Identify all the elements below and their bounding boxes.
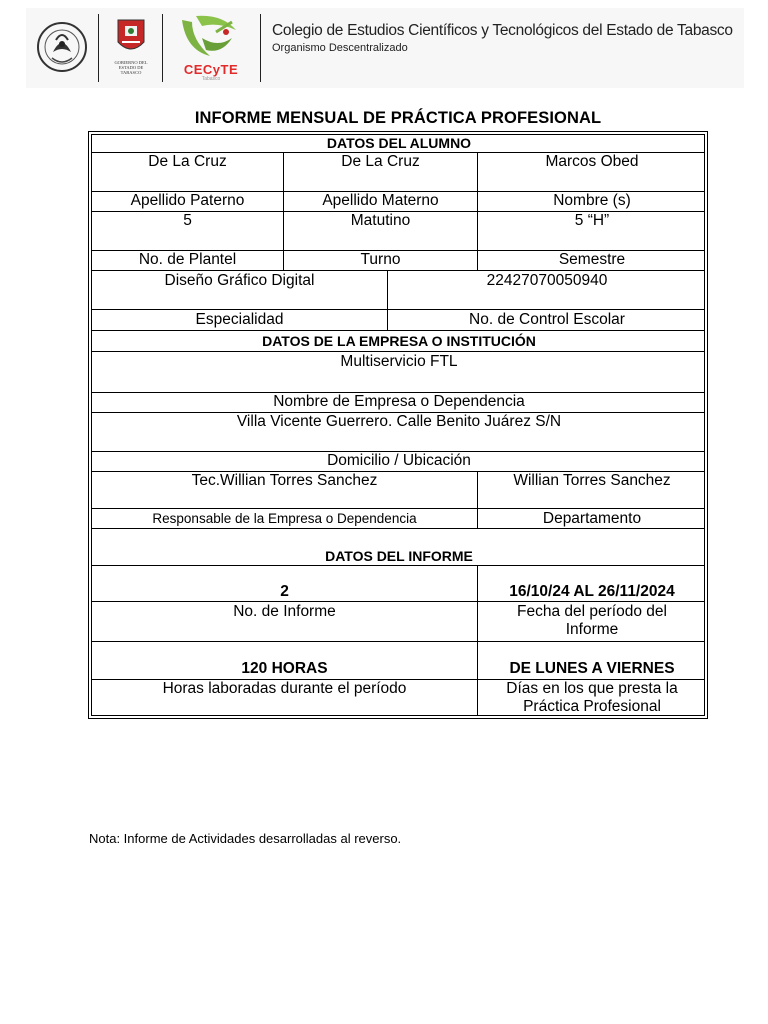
report-form [88, 131, 708, 719]
report-section-title: DATOS DEL INFORME [325, 548, 473, 564]
plantel-value: 5 [183, 212, 192, 229]
semestre-label: Semestre [558, 251, 626, 268]
cecyte-logo [172, 10, 248, 86]
tabasco-logo-caption: GOBIERNO DEL ESTADO DE TABASCO [114, 60, 148, 75]
nombre-value: Marcos Obed [545, 153, 639, 170]
especialidad-value: Diseño Gráfico Digital [164, 272, 315, 289]
periodo-value: 16/10/24 AL 26/11/2024 [509, 583, 675, 600]
divider [162, 14, 163, 82]
horas-value: 120 HORAS [241, 660, 328, 677]
letterhead [26, 8, 744, 88]
divider [98, 14, 99, 82]
domicilio-value: Villa Vicente Guerrero. Calle Benito Juárez S/N [236, 413, 562, 430]
institution-name: Colegio de Estudios Científicos y Tecnológicos del Estado de Tabasco [272, 22, 733, 39]
especialidad-label: Especialidad [195, 311, 284, 328]
document-title: INFORME MENSUAL DE PRÁCTICA PROFESIONAL [194, 109, 602, 127]
control-value: 22427070050940 [486, 272, 608, 289]
company-section-title: DATOS DE LA EMPRESA O INSTITUCIÓN [262, 333, 536, 349]
tabasco-government-logo [108, 16, 154, 82]
departamento-label: Departamento [542, 510, 642, 527]
responsable-label: Responsable de la Empresa o Dependencia [152, 511, 417, 526]
control-label: No. de Control Escolar [469, 311, 625, 328]
institution-subtitle: Organismo Descentralizado [272, 42, 408, 54]
cecyte-subtext: Tabasco [201, 76, 221, 82]
turno-value: Matutino [350, 212, 411, 229]
apellido-paterno-label: Apellido Paterno [130, 192, 245, 209]
student-section-title: DATOS DEL ALUMNO [326, 135, 472, 151]
horas-label: Horas laboradas durante el período [162, 680, 407, 697]
apellido-materno-label: Apellido Materno [322, 192, 439, 209]
responsable-value: Tec.Willian Torres Sanchez [191, 472, 378, 489]
dias-value: DE LUNES A VIERNES [509, 660, 675, 677]
departamento-value: Willian Torres Sanchez [513, 472, 671, 489]
mexico-seal-logo [36, 16, 88, 78]
turno-label: Turno [360, 251, 401, 268]
informe-number-value: 2 [280, 583, 289, 600]
cecyte-wordmark: CECyTE [183, 62, 239, 77]
plantel-label: No. de Plantel [138, 251, 237, 268]
informe-number-label: No. de Informe [233, 603, 336, 620]
domicilio-label: Domicilio / Ubicación [327, 452, 471, 469]
dias-label: Días en los que presta la Práctica Profesional [506, 680, 678, 715]
footer-note: Nota: Informe de Actividades desarrolladas al reverso. [89, 831, 402, 846]
periodo-label: Fecha del período del Informe [517, 603, 667, 638]
semestre-value: 5 “H” [574, 212, 610, 229]
divider [260, 14, 261, 82]
nombre-label: Nombre (s) [553, 192, 631, 209]
empresa-value: Multiservicio FTL [340, 353, 458, 370]
apellido-materno-value: De La Cruz [341, 153, 420, 170]
apellido-paterno-value: De La Cruz [148, 153, 227, 170]
empresa-label: Nombre de Empresa o Dependencia [273, 393, 525, 410]
